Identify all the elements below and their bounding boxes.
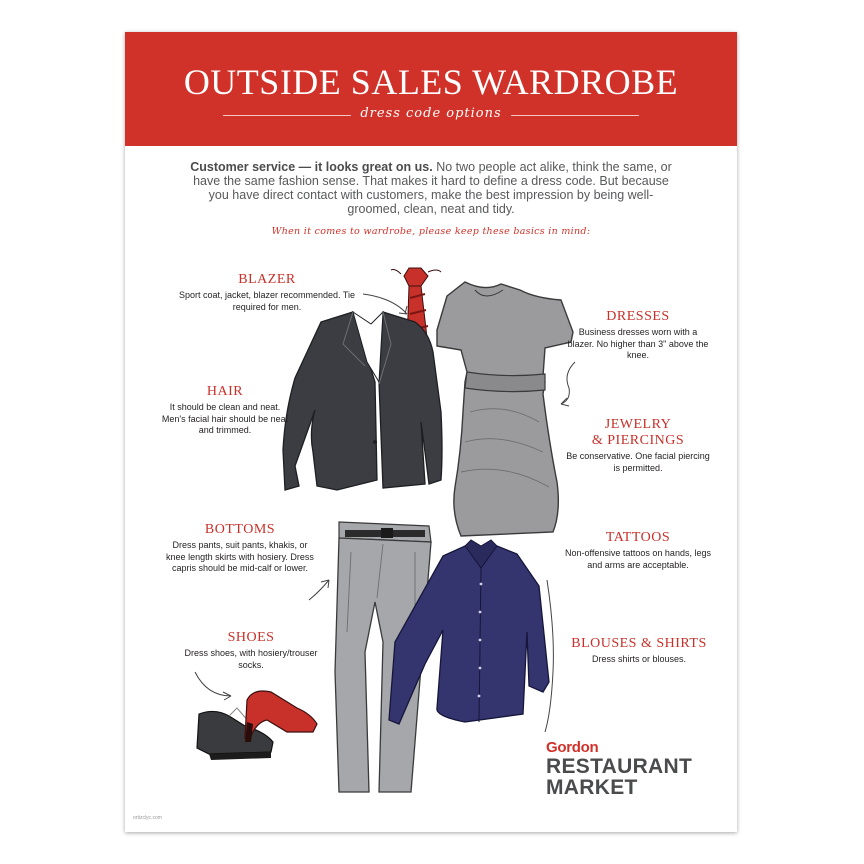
blouses-text: Dress shirts or blouses.: [591, 654, 687, 664]
section-tattoos: [565, 530, 711, 571]
tattoos-heading: TATTOOS: [605, 530, 671, 545]
dress-illustration: [437, 282, 573, 536]
hair-heading: HAIR: [206, 384, 244, 399]
blazer-illustration: [283, 312, 442, 490]
section-bottoms: [165, 522, 315, 575]
section-blazer: [167, 272, 367, 313]
basics-line: When it comes to wardrobe, please keep these basics in mind:: [271, 226, 591, 237]
blazer-arrow: [363, 294, 407, 314]
shoes-heading: SHOES: [227, 630, 275, 645]
intro-body: No two people act alike, think the same, or have the same fashion sense. That makes it hard to define a dress code. But because you have direct contact with customers, make the best impression by being well-groomed, clean, neat and tidy.: [193, 160, 672, 216]
blazer-text: Sport coat, jacket, blazer recommended. Tie required for men.: [178, 290, 356, 312]
shoes-text: Dress shoes, with hosiery/trouser socks.: [184, 648, 318, 670]
jewelry-heading: JEWELRY: [604, 417, 672, 432]
hair-text: It should be clean and neat. Men's facial hair should be neat and trimmed.: [161, 402, 289, 435]
section-shoes: [177, 630, 325, 671]
dresses-heading: DRESSES: [606, 309, 670, 324]
blouses-heading: BLOUSES & SHIRTS: [571, 636, 707, 651]
dresses-text: Business dresses worn with a blazer. No higher than 3" above the knee.: [567, 327, 709, 360]
jewelry-heading-line2: & PIERCINGS: [591, 433, 685, 448]
bottoms-arrow: [309, 580, 329, 600]
footnote: ortizclyc.com: [133, 815, 162, 821]
dresses-arrow: [561, 362, 575, 404]
page-subtitle: dress code options: [360, 106, 502, 121]
section-dresses: [565, 309, 711, 362]
tattoos-text: Non-offensive tattoos on hands, legs and arms are acceptable.: [565, 548, 711, 570]
logo-market: MARKET: [546, 776, 638, 799]
gordon-logo: [546, 740, 716, 798]
intro-lead: Customer service — it looks great on us.: [190, 160, 433, 174]
section-blouses: [555, 636, 723, 666]
section-jewelry: [565, 417, 711, 474]
flyer-sheet: [125, 32, 737, 832]
section-hair: [157, 384, 293, 437]
blazer-heading: BLAZER: [238, 272, 296, 287]
page-title: OUTSIDE SALES WARDROBE: [183, 62, 679, 102]
bottoms-text: Dress pants, suit pants, khakis, or knee length skirts with hosiery. Dress capris should be mid-calf or lower.: [166, 540, 314, 573]
jewelry-text: Be conservative. One facial piercing is permitted.: [566, 451, 710, 473]
shoes-arrow: [195, 672, 231, 696]
logo-restaurant: RESTAURANT: [546, 755, 693, 778]
bottoms-heading: BOTTOMS: [204, 522, 276, 537]
logo-gordon: Gordon: [546, 739, 599, 756]
